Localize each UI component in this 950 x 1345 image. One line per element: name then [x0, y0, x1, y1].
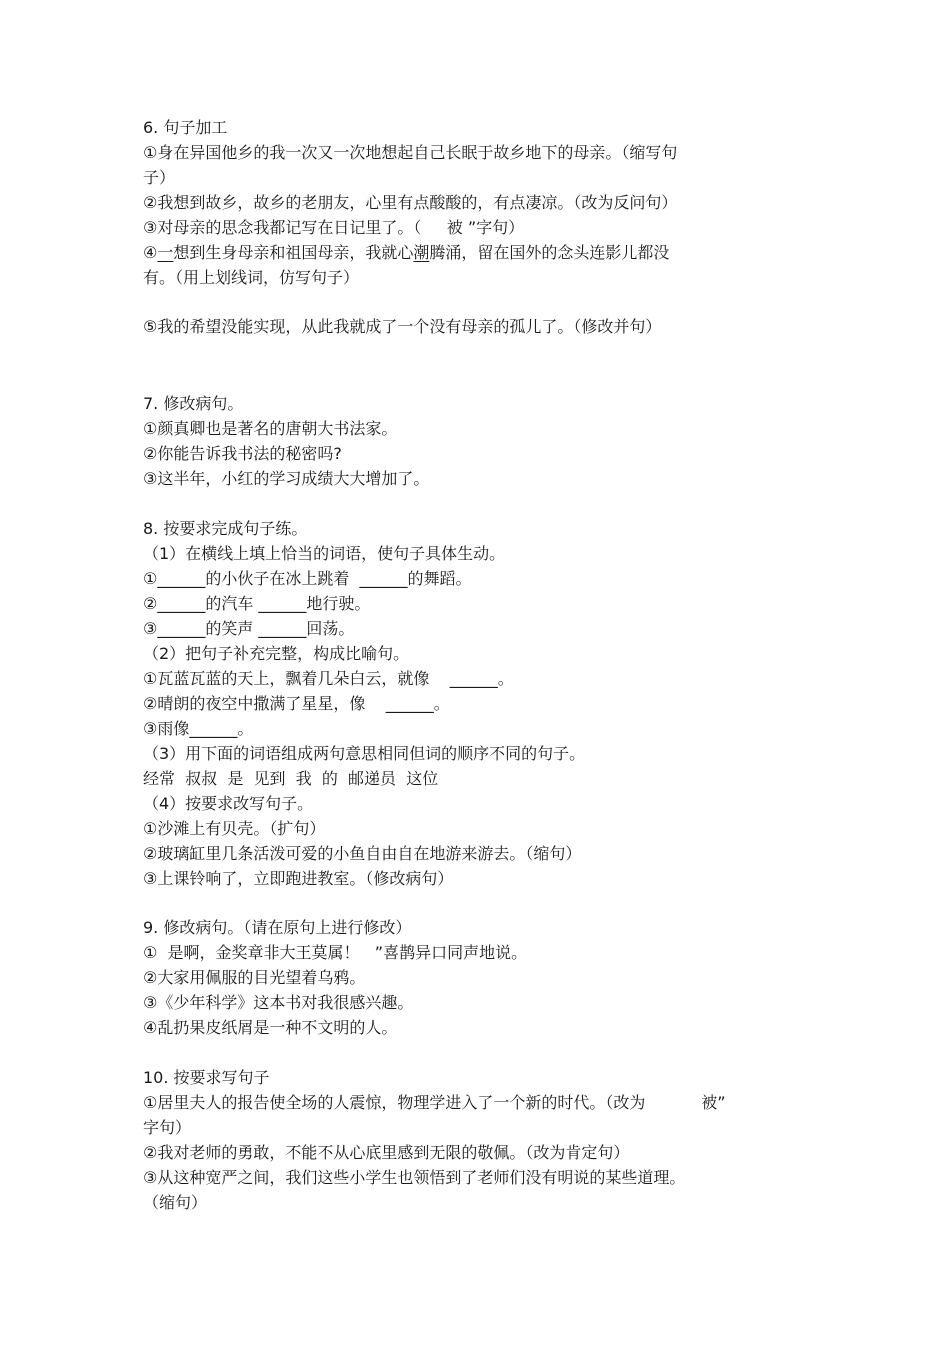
q8-part-4: （4）按要求改写句子。 — [143, 794, 314, 813]
q8-title: 8. 按要求完成句子练。 — [143, 519, 308, 538]
q10-line-2: 字句） — [143, 1118, 192, 1137]
q6-line-7: ⑤我的希望没能实现，从此我就成了一个没有母亲的孤儿了。（修改并句） — [143, 317, 662, 336]
q7-title: 7. 修改病句。 — [143, 394, 244, 413]
q8-part-2-c: ③雨像______。 — [143, 719, 254, 738]
q8-part-3: （3）用下面的词语组成两句意思相同但词的顺序不同的句子。 — [143, 744, 586, 763]
q8-part-4-a: ①沙滩上有贝壳。（扩句） — [143, 819, 326, 838]
q6-line-3: ②我想到故乡，故乡的老朋友，心里有点酸酸的，有点凄凉。（改为反问句） — [143, 193, 678, 212]
q8-part-1-c: ③______的笑声 ______回荡。 — [143, 619, 355, 638]
q10-line-1: ①居里夫人的报告使全场的人震惊，物理学进入了一个新的时代。（改为 被” — [143, 1093, 726, 1112]
q9-line-3: ③《少年科学》这本书对我很感兴趣。 — [143, 993, 414, 1012]
q6-underlined-word-2: 潮 — [413, 243, 430, 262]
q6-line-5-c: 想到生身母亲和祖国母亲，我就心 — [173, 243, 414, 262]
q6-line-5-a: ④ — [143, 243, 158, 262]
q6-line-5 — [143, 242, 669, 264]
q6-line-2: 子） — [143, 168, 176, 187]
q7-line-2: ②你能告诉我书法的秘密吗? — [143, 444, 342, 463]
q8-part-4-c: ③上课铃响了，立即跑进教室。（修改病句） — [143, 869, 454, 888]
q6-underlined-word-1: 一 — [157, 243, 174, 262]
q8-part-1: （1）在横线上填上恰当的词语，使句子具体生动。 — [143, 544, 506, 563]
q6-line-1: ①身在异国他乡的我一次又一次地想起自己长眠于故乡地下的母亲。（缩写句 — [143, 143, 678, 162]
q6-line-5-e: 腾涌，留在国外的念头连影儿都没 — [429, 243, 670, 262]
q10-line-5: （缩句） — [143, 1193, 208, 1212]
q10-line-3: ②我对老师的勇敢，不能不从心底里感到无限的敬佩。（改为肯定句） — [143, 1143, 630, 1162]
q8-part-2-a: ①瓦蓝瓦蓝的天上，飘着几朵白云，就像 ______。 — [143, 669, 514, 688]
q8-part-2-b: ②晴朗的夜空中撒满了星星，像 ______。 — [143, 694, 450, 713]
q7-line-1: ①颜真卿也是著名的唐朝大书法家。 — [143, 419, 398, 438]
q10-line-4: ③从这种宽严之间，我们这些小学生也领悟到了老师们没有明说的某些道理。 — [143, 1168, 686, 1187]
q8-part-4-b: ②玻璃缸里几条活泼可爱的小鱼自由自在地游来游去。（缩句） — [143, 844, 582, 863]
q6-title: 6. 句子加工 — [143, 118, 228, 137]
q9-line-2: ②大家用佩服的目光望着乌鸦。 — [143, 968, 366, 987]
q8-part-1-a: ①______的小伙子在冰上跳着 ______的舞蹈。 — [143, 569, 472, 588]
q8-part-3-words: 经常 叔叔 是 见到 我 的 邮递员 这位 — [143, 769, 439, 788]
q8-part-1-b: ②______的汽车 ______地行驶。 — [143, 594, 371, 613]
q10-title: 10. 按要求写句子 — [143, 1068, 270, 1087]
q9-line-4: ④乱扔果皮纸屑是一种不文明的人。 — [143, 1018, 398, 1037]
q7-line-3: ③这半年，小红的学习成绩大大增加了。 — [143, 469, 430, 488]
q6-line-6: 有。（用上划线词，仿写句子） — [143, 268, 360, 287]
q9-title: 9. 修改病句。（请在原句上进行修改） — [143, 918, 412, 937]
q9-line-1: ① 是啊，金奖章非大王莫属！ ”喜鹊异口同声地说。 — [143, 943, 528, 962]
q8-part-2: （2）把句子补充完整，构成比喻句。 — [143, 644, 410, 663]
q6-line-4: ③对母亲的思念我都记写在日记里了。（ 被 ”字句） — [143, 218, 525, 237]
